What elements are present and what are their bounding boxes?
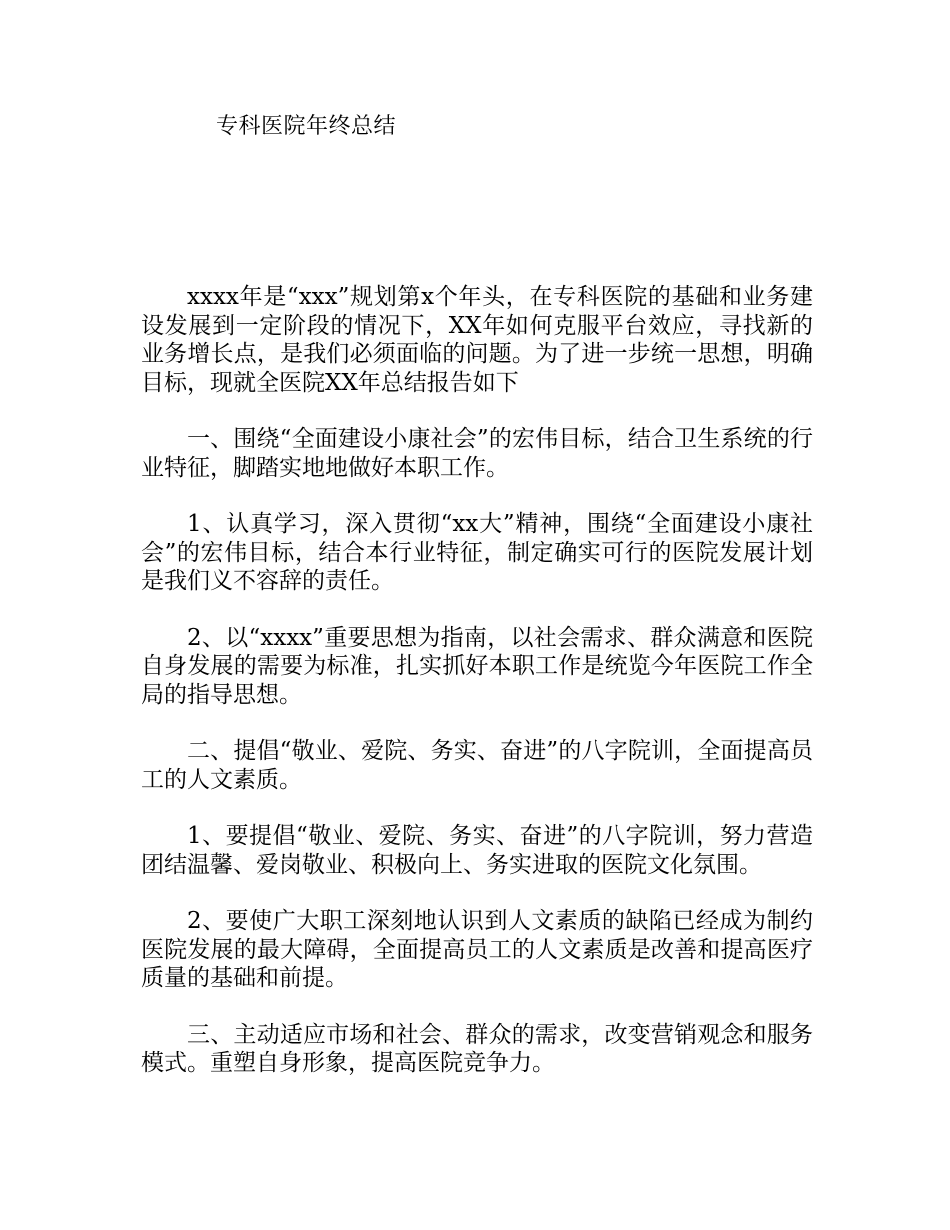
paragraph-section-2-item-2: 2、要使广大职工深刻地认识到人文素质的缺陷已经成为制约医院发展的最大障碍，全面提高员工的人文素质是改善和提高医疗质量的基础和前提。	[141, 908, 813, 991]
paragraph-section-2-item-1: 1、要提倡“敬业、爱院、务实、奋进”的八字院训，努力营造团结温馨、爱岗敬业、积极向上、务实进取的医院文化氛围。	[141, 823, 813, 878]
paragraph-intro: xxxx年是“xxx”规划第x个年头，在专科医院的基础和业务建设发展到一定阶段的情况下，XX年如何克服平台效应，寻找新的业务增长点，是我们必须面临的问题。为了进一步统一思想，明确目标，现就全医院XX年总结报告如下	[141, 284, 813, 396]
paragraph-section-2-heading: 二、提倡“敬业、爱院、务实、奋进”的八字院训，全面提高员工的人文素质。	[141, 738, 813, 793]
paragraph-section-1-item-2: 2、以“xxxx”重要思想为指南，以社会需求、群众满意和医院自身发展的需要为标准，扎实抓好本职工作是统览今年医院工作全局的指导思想。	[141, 624, 813, 708]
document-title: 专科医院年终总结	[216, 114, 397, 139]
paragraph-section-1-heading: 一、围绕“全面建设小康社会”的宏伟目标，结合卫生系统的行业特征，脚踏实地地做好本职工作。	[141, 426, 813, 481]
document-body	[141, 283, 813, 1106]
paragraph-section-1-item-1: 1、认真学习，深入贯彻“xx大”精神，围绕“全面建设小康社会”的宏伟目标，结合本行业特征，制定确实可行的医院发展计划是我们义不容辞的责任。	[141, 511, 813, 594]
paragraph-section-3-heading: 三、主动适应市场和社会、群众的需求，改变营销观念和服务模式。重塑自身形象，提高医院竞争力。	[141, 1021, 813, 1076]
